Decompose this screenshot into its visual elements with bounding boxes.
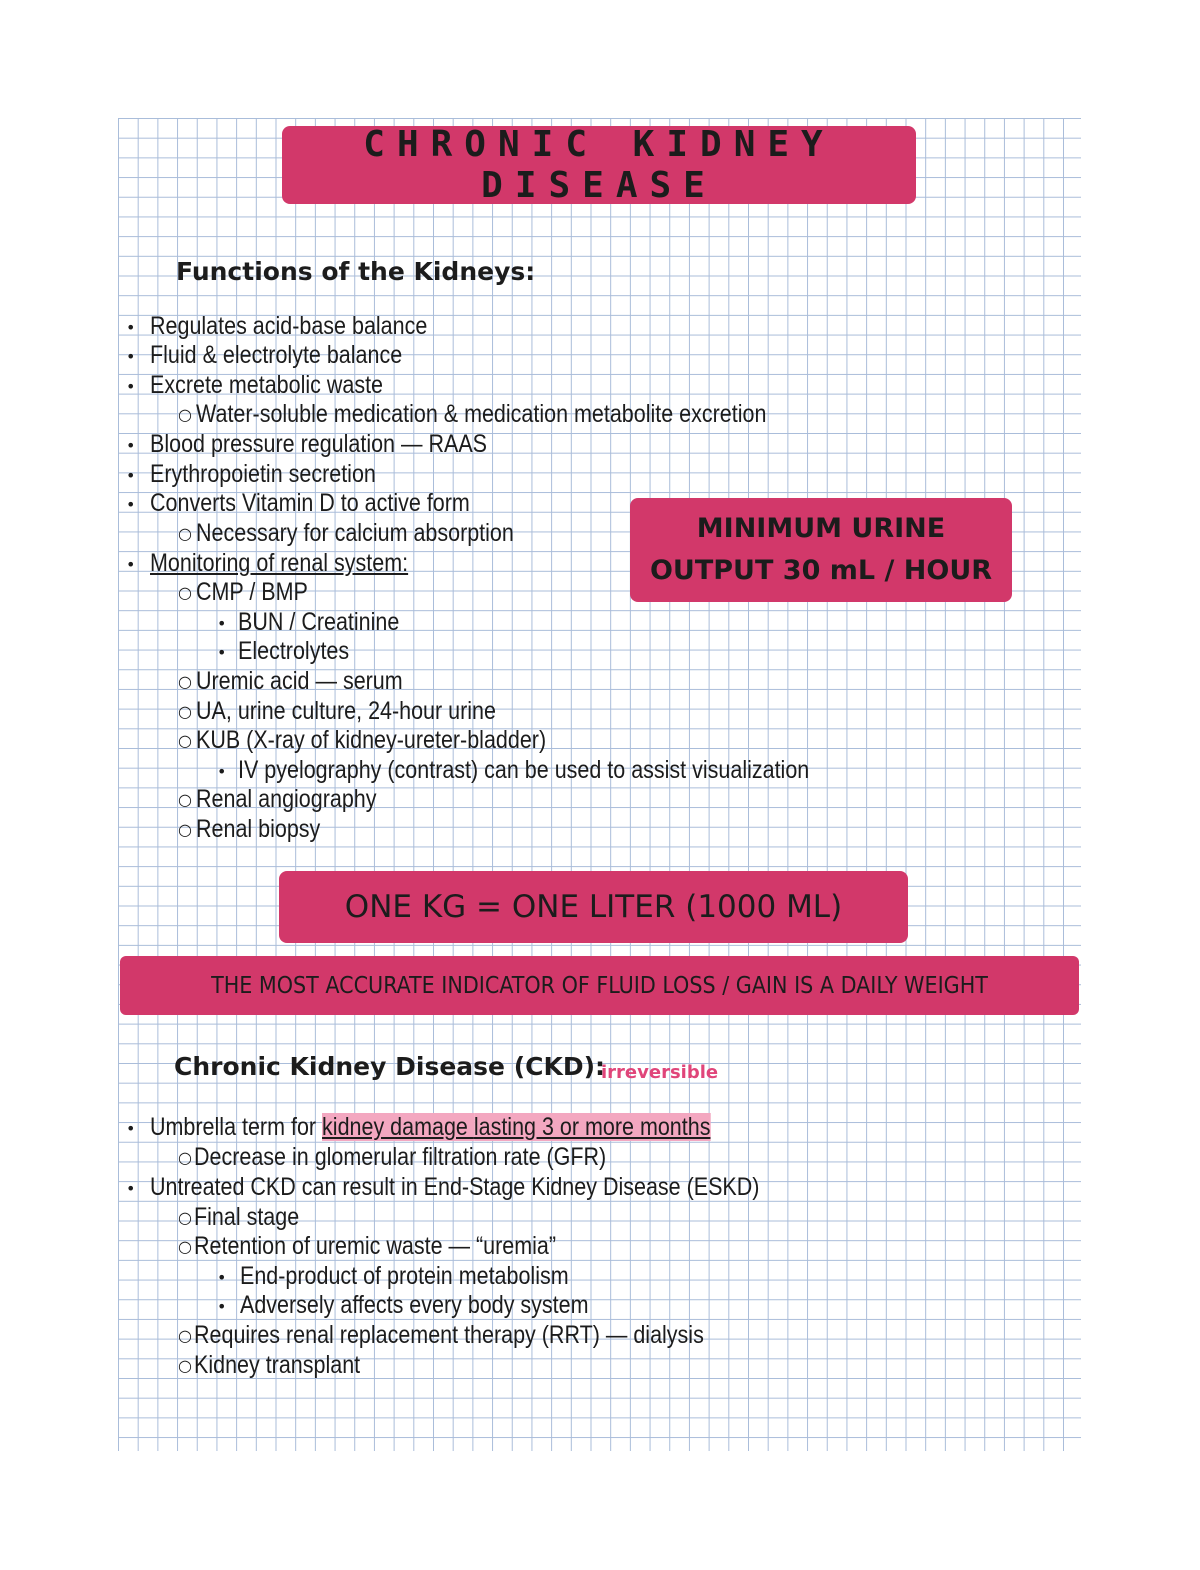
circle-bullet-icon: ○ (178, 583, 192, 602)
umbrella-highlight-duration: lasting 3 or more months (473, 1113, 711, 1141)
list-item: Adversely affects every body system (240, 1291, 589, 1319)
list-item: Renal angiography (196, 785, 377, 813)
urine-callout-line1: MINIMUM URINE (696, 513, 946, 544)
list-item: UA, urine culture, 24-hour urine (196, 697, 496, 725)
weight-callout-text: THE MOST ACCURATE INDICATOR OF FLUID LOSS / GAIN IS A DAILY WEIGHT (211, 972, 988, 999)
bullet-icon: • (217, 614, 227, 633)
list-item: Electrolytes (238, 637, 350, 665)
list-item: Excrete metabolic waste (150, 371, 384, 399)
list-item: CMP / BMP (196, 578, 308, 606)
urine-output-callout (630, 498, 1012, 602)
list-item: Converts Vitamin D to active form (150, 489, 470, 517)
circle-bullet-icon: ○ (178, 702, 192, 721)
page-title: CHRONIC KIDNEY DISEASE (363, 124, 835, 206)
list-item: Regulates acid-base balance (150, 312, 428, 340)
list-item: Water-soluble medication & medication metabolite excretion (196, 400, 767, 428)
list-item: Erythropoietin secretion (150, 460, 376, 488)
list-item: Retention of uremic waste — “uremia” (194, 1232, 557, 1260)
bullet-icon: • (217, 762, 227, 781)
urine-callout-line2: OUTPUT 30 mL / HOUR (649, 555, 993, 586)
list-item: Necessary for calcium absorption (196, 519, 514, 547)
bullet-icon: • (126, 495, 136, 514)
circle-bullet-icon: ○ (178, 405, 192, 424)
list-item: Kidney transplant (194, 1351, 361, 1379)
bullet-icon: • (126, 377, 136, 396)
circle-bullet-icon: ○ (178, 1237, 192, 1256)
umbrella-prefix: Umbrella term for (150, 1113, 323, 1141)
list-item: KUB (X-ray of kidney-ureter-bladder) (196, 726, 547, 754)
bullet-icon: • (126, 347, 136, 366)
bullet-icon: • (217, 1297, 227, 1316)
bullet-icon: • (126, 466, 136, 485)
circle-bullet-icon: ○ (178, 672, 192, 691)
list-item: End-product of protein metabolism (240, 1262, 569, 1290)
list-item: Decrease in glomerular filtration rate (GFR) (194, 1143, 607, 1171)
list-item-underlined: Monitoring of renal system: (150, 549, 409, 577)
list-item: Requires renal replacement therapy (RRT) — dialysis (194, 1321, 704, 1349)
circle-bullet-icon: ○ (178, 524, 192, 543)
bullet-icon: • (126, 436, 136, 455)
kg-liter-callout (279, 871, 908, 943)
circle-bullet-icon: ○ (178, 1148, 192, 1167)
circle-bullet-icon: ○ (178, 1326, 192, 1345)
bullet-icon: • (126, 555, 136, 574)
irreversible-tag: irreversible (601, 1062, 719, 1083)
kg-callout-text: ONE KG = ONE LITER (1000 ML) (344, 889, 843, 925)
circle-bullet-icon: ○ (178, 820, 192, 839)
bullet-icon: • (126, 1179, 136, 1198)
list-item: Final stage (194, 1203, 300, 1231)
ckd-heading: Chronic Kidney Disease (CKD): (174, 1052, 606, 1081)
list-item: BUN / Creatinine (238, 608, 400, 636)
list-item-umbrella (150, 1113, 710, 1142)
circle-bullet-icon: ○ (178, 731, 192, 750)
list-item: Blood pressure regulation — RAAS (150, 430, 488, 458)
daily-weight-callout (120, 956, 1079, 1015)
circle-bullet-icon: ○ (178, 1208, 192, 1227)
bullet-icon: • (217, 1268, 227, 1287)
list-item: Untreated CKD can result in End-Stage Kidney Disease (ESKD) (150, 1173, 760, 1201)
circle-bullet-icon: ○ (178, 790, 192, 809)
circle-bullet-icon: ○ (178, 1356, 192, 1375)
list-item: Uremic acid — serum (196, 667, 403, 695)
functions-heading: Functions of the Kidneys: (176, 257, 536, 286)
list-item: IV pyelography (contrast) can be used to assist visualization (238, 756, 810, 784)
list-item: Renal biopsy (196, 815, 321, 843)
title-banner (282, 126, 916, 204)
list-item: Fluid & electrolyte balance (150, 341, 403, 369)
bullet-icon: • (126, 318, 136, 337)
bullet-icon: • (126, 1119, 136, 1138)
bullet-icon: • (217, 643, 227, 662)
umbrella-highlight: kidney damage (322, 1113, 474, 1141)
